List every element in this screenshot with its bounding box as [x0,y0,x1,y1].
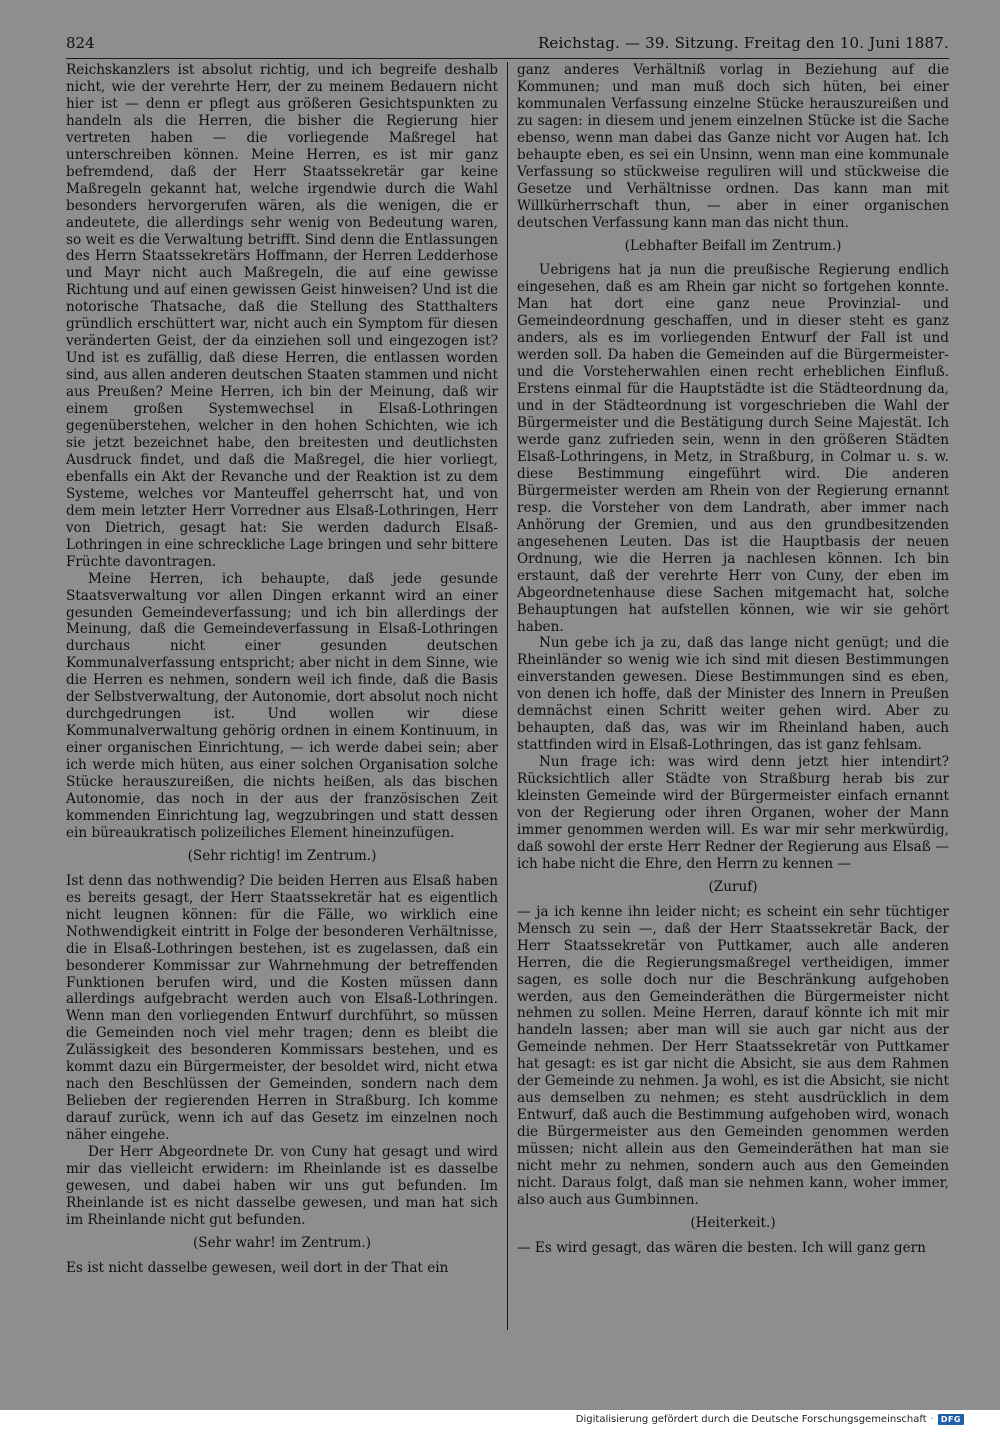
footer-credit-text: Digitalisierung gefördert durch die Deutsche Forschungsgemeinschaft [575,1414,927,1425]
page-header [66,34,949,56]
paragraph: Ist denn das nothwendig? Die beiden Herren aus Elsaß haben es bereits gesagt, der Herr Staatssekretär hat es eigentlich nicht leugnen können: für die Fälle, wo wirklich eine Nothwendigkeit eintritt in Folge der besonderen Verhältnisse, die in Elsaß-Lothringen bestehen, ist es zugelassen, daß ein besonderer Kommissar zur Wahrnehmung der betreffenden Funktionen berufen wird, und die Kosten müssen dann allerdings aufgebracht werden auch von Elsaß-Lothringen. Wenn man den vorliegenden Entwurf durchführt, so müssen die Gemeinden noch viel mehr tragen; denn es bleibt die Zulässigkeit des besonderen Kommissars bestehen, und es kommt dazu ein Bürgermeister, der besoldet wird, nicht etwa nach den Beschlüssen der Gemeinden, sondern nach dem Belieben der regierenden Herren in Straßburg. Ich komme darauf zurück, wenn ich auf das Gesetz im einzelnen noch näher eingehe. [66,872,498,1144]
running-head: Reichstag. — 39. Sitzung. Freitag den 10. Juni 1887. [537,34,949,52]
paragraph: — ja ich kenne ihn leider nicht; es scheint ein sehr tüchtiger Mensch zu sein —, daß der Herr Staatssekretär Back, der Herr Staatssekretär von Puttkamer, auch alle anderen Herren, die die Regierungsmaßregel vertheidigen, immer sagen, es solle doch nur die Beschränkung aufgehoben werden, aus den Gemeinderäthen die Bürgermeister nicht nehmen zu sollen. Meine Herren, darauf könnte ich mit mir handeln lassen; aber man will sie auch gar nicht aus der Gemeinde nehmen. Der Herr Staatssekretär von Puttkamer hat gesagt: es ist gar nicht die Absicht, sie aus dem Rahmen der Gemeinde zu nehmen. Ja wohl, es ist die Absicht, sie nicht aus demselben zu nehmen; es steht ausdrücklich in dem Entwurf, daß auch die Bestimmung aufgehoben wird, wonach die Bürgermeister aus den Gemeinden genommen werden müssen; nicht allein aus den Gemeinderäthen hat man sie nicht mehr zu nehmen, sondern auch aus den Gemeinden nicht. Daraus folgt, daß man sie nehmen kann, woher immer, also auch aus Gumbinnen. [517,903,949,1208]
interjection: (Sehr richtig! im Zentrum.) [187,847,377,864]
paragraph: — Es wird gesagt, das wären die besten. Ich will ganz gern [517,1239,926,1256]
footer-separator: · [930,1414,934,1425]
interjection: (Heiterkeit.) [690,1214,776,1231]
paragraph: Es ist nicht dasselbe gewesen, weil dort in der That ein [66,1259,449,1276]
paragraph: ganz anderes Verhältniß vorlag in Beziehung auf die Kommunen; und man muß doch sich hüten, bei einer kommunalen Verfassung einzelne Stücke herauszureißen und zu sagen: in diesem und jenem einzelnen Stücke ist die Sache ebenso, wenn man dabei das Ganze nicht vor Augen hat. Ich behaupte eben, es sei ein Unsinn, wenn man eine kommunale Verfassung so stückweise reguliren will und stückweise die Gesetze und Verhältnisse ordnen. Das kann man mit Willkürherrschaft thun, — aber in einer organischen deutschen Verfassung kann man das nicht thun. [517,62,949,231]
page-number: 824 [66,34,95,52]
interjection: (Sehr wahr! im Zentrum.) [192,1234,372,1251]
interjection: (Zuruf) [708,878,758,895]
right-column [517,62,949,1257]
header-rule [66,58,949,59]
paragraph: Reichskanzlers ist absolut richtig, und ich begreife deshalb nicht, wie der verehrte Herr, der zu meinem Bedauern nicht hier ist — denn er pflegt aus größeren Gesichtspunkten zu handeln als die Herren, die bisher die Regierung hier vertreten haben — die vorliegende Maßregel hat unterschreiben können. Meine Herren, es ist mir ganz befremdend, daß der Herr Staatssekretär gar keine Maßregeln gekannt hat, welche irgendwie durch die Wahl besonders hervorgerufen wären, als die wenigen, die er andeutete, die allerdings sehr wenig von Bedeutung waren, so weit es die Verwaltung betrifft. Sind denn die Entlassungen des Herrn Staatssekretärs Hoffmann, der Herren Ledderhose und Mayr nicht auch Maßregeln, die auf eine gewisse Richtung und auf einen gewissen Geist hinweisen? Und ist die notorische Thatsache, daß die Stellung des Statthalters gründlich erschüttert war, nicht auch ein Symptom für diesen veränderten Geist, der da einziehen soll und eingezogen ist? Und ist es zufällig, daß diese Herren, die entlassen worden sind, aus allen anderen deutschen Staaten stammen und nicht aus Preußen? Meine Herren, ich bin der Meinung, daß wir einem großen Systemwechsel in Elsaß-Lothringen gegenüberstehen, welcher in den hohen Schichten, wie ich sie jetzt bezeichnet habe, den breitesten und deutlichsten Ausdruck findet, und daß die Maßregel, die hier vorliegt, ebenfalls ein Akt der Revanche und der Reaktion ist zu dem Systeme, welches vor Manteuffel geherrscht hat, und von dem mein letzter Herr Vorredner aus Elsaß-Lothringen, Herr von Dietrich, gesagt hat: Sie werden dadurch Elsaß-Lothringen in eine schreckliche Lage bringen und sehr bittere Früchte davontragen. [66,62,498,570]
paragraph: Nun frage ich: was wird denn jetzt hier intendirt? Rücksichtlich aller Städte von Straßburg herab bis zur kleinsten Gemeinde wird der Bürgermeister einfach ernannt von der Regierung oder ihren Organen, woher der Mann immer genommen werden will. Es war mir sehr merkwürdig, daß sowohl der erste Herr Redner der Regierung aus Elsaß — ich habe nicht die Ehre, den Herrn zu kennen — [517,754,949,872]
dfg-logo: DFG [938,1414,964,1425]
paragraph: Der Herr Abgeordnete Dr. von Cuny hat gesagt und wird mir das vielleicht erwidern: im Rheinlande ist es dasselbe gewesen, und dabei haben wir uns gut befunden. Im Rheinlande ist es nicht dasselbe gewesen, und man hat sich im Rheinlande nicht gut befunden. [66,1144,498,1228]
paragraph: Uebrigens hat ja nun die preußische Regierung endlich eingesehen, daß es am Rhein gar nicht so fortgehen konnte. Man hat dort eine ganz neue Provinzial- und Gemeindeordnung geschaffen, und in dieser steht es ganz anders, als es im vorliegenden Entwurf der Fall ist und werden soll. Da haben die Gemeinden auf die Bürgermeister- und die Vorsteherwahlen einen recht erheblichen Einfluß. Erstens einmal für die Hauptstädte ist die Städteordnung da, und in der Städteordnung ist vorgeschrieben die Wahl der Bürgermeister und die Bestätigung durch Seine Majestät. Ich werde ganz zufrieden sein, wenn in den größeren Städten Elsaß-Lothringens, in Metz, in Straßburg, in Colmar u. s. w. diese Bestimmung eingeführt wird. Die anderen Bürgermeister werden am Rhein von der Regierung ernannt resp. die Vorsteher von dem Landrath, aber immer nach Anhörung der Gremien, und aus den grundbesitzenden angesehenen Leuten. Das ist die Hauptbasis der neuen Ordnung, wie die Herren ja nachlesen können. Ich bin erstaunt, daß der verehrte Herr von Cuny, der eben im Abgeordnetenhause diese Sachen mitgemacht hat, solche Behauptungen hat aufstellen können, wie wir sie gehört haben. [517,262,949,635]
paragraph: Nun gebe ich ja zu, daß das lange nicht genügt; und die Rheinländer so wenig wie ich sind mit diesen Bestimmungen einverstanden gewesen. Diese Bestimmungen sind es eben, von denen ich hoffe, daß der Minister des Innern in Preußen demnächst einen Schritt weiter gehen wird. Aber zu behaupten, daß das, was wir im Rheinland haben, auch stattfinden wird in Elsaß-Lothringen, das ist ganz fehlsam. [517,635,949,754]
footer-credit [576,1414,964,1425]
column-divider [507,62,508,1330]
interjection: (Lebhafter Beifall im Zentrum.) [624,237,842,254]
paragraph: Meine Herren, ich behaupte, daß jede gesunde Staatsverwaltung vor allen Dingen erkannt wird an einer gesunden Gemeindeverfassung; und ich bin allerdings der Meinung, daß die Gemeindeverfassung in Elsaß-Lothringen durchaus nicht einer gesunden deutschen Kommunalverfassung entspricht; aber nicht in dem Sinne, wie die Herren es nehmen, sondern weil ich finde, daß die Basis der Selbstverwaltung, der Autonomie, dort absolut noch nicht durchgedrungen ist. Und wollen wir diese Kommunalverwaltung gehörig ordnen in einem Kontinuum, in einer organischen Einrichtung, — ich werde dabei sein; aber ich werde mich hüten, aus einer solchen Organisation solche Stücke herauszureißen, die nichts heißen, als das bischen Autonomie, das noch in der aus der französischen Zeit kommenden Einrichtung lag, wegzubringen und statt dessen ein büreaukratisch polizeiliches Element hineinzufügen. [66,570,498,841]
left-column [66,62,498,1277]
